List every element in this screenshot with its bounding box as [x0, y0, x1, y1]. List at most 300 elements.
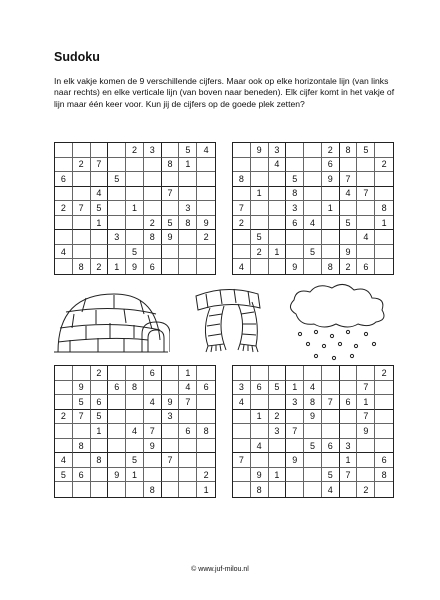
- sudoku-cell[interactable]: [233, 143, 251, 158]
- sudoku-cell: 9: [322, 172, 340, 187]
- sudoku-cell[interactable]: [233, 482, 251, 497]
- sudoku-cell[interactable]: [357, 245, 375, 260]
- sudoku-cell[interactable]: [357, 158, 375, 173]
- sudoku-cell[interactable]: [179, 482, 197, 497]
- sudoku-cell: 1: [203, 484, 209, 495]
- sudoku-cell[interactable]: [251, 216, 269, 231]
- sudoku-cell[interactable]: [269, 453, 287, 468]
- sudoku-cell: 1: [251, 410, 269, 425]
- sudoku-cell: 9: [340, 245, 358, 260]
- sudoku-cell[interactable]: [73, 453, 91, 468]
- sudoku-cell: 5: [73, 395, 91, 410]
- sudoku-cell: 1: [126, 468, 144, 483]
- sudoku-cell: 7: [73, 410, 91, 425]
- sudoku-cell[interactable]: [375, 143, 393, 158]
- sudoku-cell[interactable]: [286, 410, 304, 425]
- sudoku-cell[interactable]: [340, 381, 358, 396]
- sudoku-cell[interactable]: [340, 482, 358, 497]
- sudoku-cell[interactable]: [197, 453, 215, 468]
- sudoku-cell[interactable]: [233, 424, 251, 439]
- sudoku-cell[interactable]: [375, 424, 393, 439]
- sudoku-cell: 2: [197, 230, 215, 245]
- sudoku-cell: 4: [304, 216, 322, 231]
- sudoku-cell[interactable]: [91, 172, 109, 187]
- sudoku-cell[interactable]: [108, 187, 126, 202]
- sudoku-cell[interactable]: [233, 366, 251, 381]
- sudoku-cell: 1: [179, 366, 197, 381]
- sudoku-cell: 6: [108, 381, 126, 396]
- sudoku-cell[interactable]: [340, 424, 358, 439]
- sudoku-cell[interactable]: [126, 395, 144, 410]
- sudoku-cell: 8: [233, 172, 251, 187]
- sudoku-cell: 5: [340, 216, 358, 231]
- sudoku-cell: 7: [357, 381, 375, 396]
- page-title: Sudoku: [54, 50, 100, 64]
- sudoku-cell[interactable]: [91, 439, 109, 454]
- sudoku-cell[interactable]: [251, 424, 269, 439]
- sudoku-cell[interactable]: [322, 187, 340, 202]
- sudoku-cell: 8: [126, 381, 144, 396]
- sudoku-cell: 4: [322, 482, 340, 497]
- sudoku-cell[interactable]: [144, 172, 162, 187]
- sudoku-cell: 4: [304, 381, 322, 396]
- sudoku-cell[interactable]: [304, 143, 322, 158]
- sudoku-cell[interactable]: [375, 381, 393, 396]
- sudoku-cell[interactable]: [357, 439, 375, 454]
- sudoku-cell[interactable]: [269, 366, 287, 381]
- sudoku-cell: 3: [340, 439, 358, 454]
- sudoku-cell[interactable]: [162, 439, 180, 454]
- sudoku-cell[interactable]: [162, 482, 180, 497]
- sudoku-cell[interactable]: [322, 245, 340, 260]
- sudoku-cell: 7: [286, 424, 304, 439]
- sudoku-cell[interactable]: [126, 187, 144, 202]
- sudoku-cell[interactable]: [269, 172, 287, 187]
- sudoku-cell[interactable]: [197, 201, 215, 216]
- sudoku-cell: 9: [251, 468, 269, 483]
- sudoku-cell[interactable]: [126, 158, 144, 173]
- sudoku-cell: 3: [269, 143, 287, 158]
- sudoku-cell[interactable]: [91, 381, 109, 396]
- sudoku-grid-3: [54, 365, 216, 498]
- sudoku-cell[interactable]: [269, 482, 287, 497]
- sudoku-cell[interactable]: [162, 424, 180, 439]
- sudoku-cell[interactable]: [233, 468, 251, 483]
- sudoku-cell: 4: [233, 395, 251, 410]
- sudoku-cell: 9: [197, 216, 215, 231]
- sudoku-cell[interactable]: [286, 230, 304, 245]
- sudoku-cell[interactable]: [179, 410, 197, 425]
- sudoku-cell[interactable]: [357, 453, 375, 468]
- sudoku-cell: 6: [357, 259, 375, 274]
- sudoku-cell[interactable]: [91, 482, 109, 497]
- sudoku-cell[interactable]: [55, 158, 73, 173]
- sudoku-cell[interactable]: [233, 187, 251, 202]
- sudoku-cell: 6: [322, 158, 340, 173]
- sudoku-cell[interactable]: [179, 453, 197, 468]
- sudoku-cell[interactable]: [144, 201, 162, 216]
- sudoku-cell: 1: [179, 158, 197, 173]
- sudoku-cell[interactable]: [197, 439, 215, 454]
- sudoku-cell: 4: [55, 245, 73, 260]
- sudoku-cell[interactable]: [55, 143, 73, 158]
- sudoku-cell: 9: [304, 410, 322, 425]
- sudoku-cell[interactable]: [55, 482, 73, 497]
- sudoku-cell[interactable]: [144, 381, 162, 396]
- sudoku-cell[interactable]: [144, 468, 162, 483]
- sudoku-cell: 2: [126, 143, 144, 158]
- sudoku-cell[interactable]: [126, 230, 144, 245]
- sudoku-cell[interactable]: [108, 245, 126, 260]
- sudoku-cell: 1: [108, 259, 126, 274]
- sudoku-cell: 3: [286, 201, 304, 216]
- sudoku-cell: 1: [269, 468, 287, 483]
- sudoku-cell: 2: [251, 245, 269, 260]
- sudoku-cell: 1: [340, 453, 358, 468]
- sudoku-cell: 5: [251, 230, 269, 245]
- sudoku-cell: 2: [375, 366, 393, 381]
- sudoku-cell[interactable]: [233, 439, 251, 454]
- sudoku-cell: 8: [375, 468, 393, 483]
- sudoku-cell[interactable]: [357, 468, 375, 483]
- sudoku-cell: 5: [55, 468, 73, 483]
- sudoku-cell[interactable]: [375, 482, 393, 497]
- sudoku-cell[interactable]: [73, 187, 91, 202]
- sudoku-cell[interactable]: [162, 468, 180, 483]
- sudoku-cell[interactable]: [73, 482, 91, 497]
- sudoku-cell[interactable]: [73, 143, 91, 158]
- sudoku-cell[interactable]: [322, 453, 340, 468]
- sudoku-cell[interactable]: [322, 381, 340, 396]
- sudoku-cell: 3: [286, 395, 304, 410]
- sudoku-cell: 9: [126, 259, 144, 274]
- sudoku-cell: 1: [269, 245, 287, 260]
- sudoku-cell[interactable]: [108, 201, 126, 216]
- sudoku-cell: 2: [269, 410, 287, 425]
- sudoku-cell[interactable]: [108, 143, 126, 158]
- sudoku-cell: 9: [286, 453, 304, 468]
- sudoku-cell[interactable]: [197, 187, 215, 202]
- sudoku-cell: 5: [126, 245, 144, 260]
- igloo-illustration: [52, 288, 170, 358]
- sudoku-cell[interactable]: [179, 439, 197, 454]
- sudoku-cell[interactable]: [197, 366, 215, 381]
- sudoku-cell[interactable]: [179, 245, 197, 260]
- sudoku-cell[interactable]: [233, 410, 251, 425]
- sudoku-cell[interactable]: [126, 482, 144, 497]
- sudoku-cell[interactable]: [108, 158, 126, 173]
- sudoku-cell: 8: [322, 259, 340, 274]
- sudoku-cell: 8: [73, 439, 91, 454]
- sudoku-cell[interactable]: [73, 216, 91, 231]
- sudoku-cell: 8: [286, 187, 304, 202]
- sudoku-cell[interactable]: [179, 172, 197, 187]
- sudoku-cell: 8: [91, 453, 109, 468]
- sudoku-cell[interactable]: [197, 245, 215, 260]
- sudoku-cell[interactable]: [108, 395, 126, 410]
- sudoku-cell[interactable]: [251, 366, 269, 381]
- sudoku-cell[interactable]: [269, 259, 287, 274]
- sudoku-cell: 4: [126, 424, 144, 439]
- sudoku-cell[interactable]: [375, 245, 393, 260]
- sudoku-cell: 6: [73, 468, 91, 483]
- sudoku-cell[interactable]: [73, 245, 91, 260]
- sudoku-cell[interactable]: [73, 366, 91, 381]
- sudoku-cell: 2: [322, 143, 340, 158]
- sudoku-cell: 9: [108, 468, 126, 483]
- sudoku-cell[interactable]: [251, 172, 269, 187]
- sudoku-cell[interactable]: [73, 230, 91, 245]
- sudoku-cell[interactable]: [322, 230, 340, 245]
- sudoku-cell[interactable]: [91, 230, 109, 245]
- sudoku-cell[interactable]: [304, 259, 322, 274]
- sudoku-cell[interactable]: [304, 453, 322, 468]
- sudoku-cell: 6: [251, 381, 269, 396]
- sudoku-cell: 1: [357, 395, 375, 410]
- sudoku-cell[interactable]: [233, 245, 251, 260]
- sudoku-cell[interactable]: [340, 410, 358, 425]
- sudoku-cell[interactable]: [108, 482, 126, 497]
- sudoku-cell: 8: [179, 216, 197, 231]
- sudoku-cell: 5: [108, 172, 126, 187]
- sudoku-grid-2: [232, 142, 394, 275]
- sudoku-cell: 1: [91, 424, 109, 439]
- sudoku-cell: 6: [197, 381, 215, 396]
- sudoku-cell[interactable]: [179, 259, 197, 274]
- sudoku-cell[interactable]: [304, 187, 322, 202]
- sudoku-cell: 8: [162, 158, 180, 173]
- sudoku-cell: 4: [251, 439, 269, 454]
- sudoku-cell[interactable]: [197, 410, 215, 425]
- sudoku-cell: 3: [179, 201, 197, 216]
- sudoku-cell[interactable]: [375, 187, 393, 202]
- sudoku-cell[interactable]: [162, 201, 180, 216]
- sudoku-cell[interactable]: [197, 158, 215, 173]
- sudoku-cell[interactable]: [108, 424, 126, 439]
- sudoku-cell[interactable]: [144, 158, 162, 173]
- sudoku-cell: 5: [179, 143, 197, 158]
- sudoku-cell: 6: [375, 453, 393, 468]
- sudoku-cell[interactable]: [304, 468, 322, 483]
- sudoku-cell: 8: [251, 482, 269, 497]
- sudoku-cell[interactable]: [304, 158, 322, 173]
- sudoku-cell[interactable]: [340, 230, 358, 245]
- sudoku-cell: 7: [233, 201, 251, 216]
- sudoku-cell[interactable]: [269, 201, 287, 216]
- sudoku-cell[interactable]: [375, 172, 393, 187]
- sudoku-cell[interactable]: [286, 366, 304, 381]
- sudoku-cell: 5: [304, 245, 322, 260]
- sudoku-cell: 2: [91, 259, 109, 274]
- sudoku-cell: 5: [91, 410, 109, 425]
- sudoku-cell[interactable]: [304, 172, 322, 187]
- sudoku-cell: 7: [162, 187, 180, 202]
- sudoku-cell[interactable]: [91, 143, 109, 158]
- sudoku-cell[interactable]: [251, 453, 269, 468]
- footer-credit: © www.juf-milou.nl: [191, 566, 249, 573]
- sudoku-cell[interactable]: [144, 187, 162, 202]
- sudoku-cell[interactable]: [162, 259, 180, 274]
- sudoku-cell[interactable]: [144, 453, 162, 468]
- sudoku-cell: 2: [340, 259, 358, 274]
- sudoku-grid-1: [54, 142, 216, 275]
- sudoku-cell[interactable]: [179, 230, 197, 245]
- sudoku-cell: 2: [357, 482, 375, 497]
- sudoku-cell: 5: [126, 453, 144, 468]
- sudoku-cell[interactable]: [126, 172, 144, 187]
- sudoku-cell: 6: [144, 259, 162, 274]
- sudoku-cell[interactable]: [108, 453, 126, 468]
- sudoku-cell: 3: [162, 410, 180, 425]
- sudoku-cell[interactable]: [108, 410, 126, 425]
- sudoku-cell[interactable]: [322, 216, 340, 231]
- sudoku-cell[interactable]: [269, 230, 287, 245]
- sudoku-cell[interactable]: [126, 216, 144, 231]
- sudoku-cell[interactable]: [375, 395, 393, 410]
- sudoku-cell[interactable]: [357, 172, 375, 187]
- sudoku-cell[interactable]: [197, 172, 215, 187]
- sudoku-cell[interactable]: [233, 230, 251, 245]
- sudoku-cell: 5: [357, 143, 375, 158]
- sudoku-cell: 9: [357, 424, 375, 439]
- sudoku-cell[interactable]: [126, 439, 144, 454]
- sudoku-cell[interactable]: [340, 201, 358, 216]
- sudoku-cell[interactable]: [304, 201, 322, 216]
- sudoku-cell[interactable]: [233, 158, 251, 173]
- sudoku-cell: 7: [179, 395, 197, 410]
- sudoku-cell: 1: [126, 201, 144, 216]
- sudoku-cell: 4: [91, 187, 109, 202]
- sudoku-cell: 5: [304, 439, 322, 454]
- sudoku-cell[interactable]: [357, 216, 375, 231]
- sudoku-cell: 6: [340, 395, 358, 410]
- scarf-illustration: [186, 282, 270, 354]
- sudoku-cell[interactable]: [55, 366, 73, 381]
- sudoku-cell[interactable]: [269, 395, 287, 410]
- sudoku-cell[interactable]: [375, 439, 393, 454]
- sudoku-cell[interactable]: [108, 366, 126, 381]
- sudoku-cell[interactable]: [269, 439, 287, 454]
- sudoku-cell[interactable]: [375, 410, 393, 425]
- sudoku-cell[interactable]: [286, 439, 304, 454]
- sudoku-cell[interactable]: [55, 395, 73, 410]
- sudoku-cell[interactable]: [269, 216, 287, 231]
- sudoku-cell[interactable]: [55, 439, 73, 454]
- sudoku-cell[interactable]: [108, 216, 126, 231]
- sudoku-cell[interactable]: [269, 187, 287, 202]
- sudoku-cell: 7: [233, 453, 251, 468]
- sudoku-cell[interactable]: [91, 245, 109, 260]
- sudoku-cell[interactable]: [126, 366, 144, 381]
- sudoku-cell: 7: [322, 395, 340, 410]
- sudoku-cell[interactable]: [286, 143, 304, 158]
- sudoku-cell[interactable]: [55, 187, 73, 202]
- sudoku-cell: 2: [55, 201, 73, 216]
- sudoku-cell[interactable]: [55, 230, 73, 245]
- sudoku-cell[interactable]: [375, 259, 393, 274]
- sudoku-cell[interactable]: [357, 366, 375, 381]
- sudoku-cell[interactable]: [304, 424, 322, 439]
- sudoku-cell[interactable]: [55, 424, 73, 439]
- sudoku-cell[interactable]: [322, 366, 340, 381]
- sudoku-cell[interactable]: [162, 245, 180, 260]
- sudoku-cell[interactable]: [286, 245, 304, 260]
- sudoku-cell: 9: [144, 439, 162, 454]
- sudoku-cell: 5: [269, 381, 287, 396]
- sudoku-cell: 1: [91, 216, 109, 231]
- sudoku-cell: 7: [162, 453, 180, 468]
- sudoku-cell[interactable]: [55, 259, 73, 274]
- sudoku-cell[interactable]: [322, 424, 340, 439]
- sudoku-cell: 6: [179, 424, 197, 439]
- sudoku-cell: 8: [340, 143, 358, 158]
- sudoku-cell[interactable]: [55, 216, 73, 231]
- sudoku-cell: 2: [197, 468, 215, 483]
- sudoku-cell: 2: [375, 158, 393, 173]
- sudoku-cell[interactable]: [251, 259, 269, 274]
- sudoku-cell[interactable]: [162, 172, 180, 187]
- sudoku-cell: 2: [55, 410, 73, 425]
- sudoku-cell[interactable]: [179, 187, 197, 202]
- sudoku-cell[interactable]: [55, 381, 73, 396]
- sudoku-cell: 2: [91, 366, 109, 381]
- sudoku-cell: 1: [286, 381, 304, 396]
- sudoku-cell[interactable]: [357, 201, 375, 216]
- sudoku-cell: 7: [91, 158, 109, 173]
- sudoku-cell[interactable]: [304, 482, 322, 497]
- sudoku-cell[interactable]: [251, 158, 269, 173]
- sudoku-cell[interactable]: [197, 395, 215, 410]
- sudoku-cell[interactable]: [144, 245, 162, 260]
- sudoku-cell[interactable]: [375, 230, 393, 245]
- sudoku-cell: 8: [304, 395, 322, 410]
- sudoku-cell[interactable]: [322, 410, 340, 425]
- sudoku-cell: 6: [91, 395, 109, 410]
- sudoku-cell[interactable]: [304, 230, 322, 245]
- sudoku-cell: 9: [251, 143, 269, 158]
- sudoku-cell: 4: [357, 230, 375, 245]
- sudoku-cell[interactable]: [91, 468, 109, 483]
- sudoku-cell[interactable]: [286, 468, 304, 483]
- sudoku-cell: 1: [375, 216, 393, 231]
- sudoku-cell[interactable]: [340, 366, 358, 381]
- sudoku-cell[interactable]: [162, 366, 180, 381]
- sudoku-cell[interactable]: [197, 259, 215, 274]
- sudoku-cell[interactable]: [286, 482, 304, 497]
- sudoku-cell[interactable]: [73, 172, 91, 187]
- sudoku-cell[interactable]: [162, 381, 180, 396]
- sudoku-cell[interactable]: [251, 395, 269, 410]
- sudoku-cell[interactable]: [179, 468, 197, 483]
- sudoku-cell: 3: [269, 424, 287, 439]
- sudoku-cell[interactable]: [126, 410, 144, 425]
- sudoku-cell: 6: [144, 366, 162, 381]
- sudoku-cell[interactable]: [340, 158, 358, 173]
- sudoku-grid-4: [232, 365, 394, 498]
- sudoku-cell: 7: [357, 187, 375, 202]
- sudoku-cell: 8: [197, 424, 215, 439]
- sudoku-cell[interactable]: [108, 439, 126, 454]
- sudoku-cell: 6: [55, 172, 73, 187]
- sudoku-cell[interactable]: [251, 201, 269, 216]
- sudoku-cell[interactable]: [304, 366, 322, 381]
- sudoku-cell: 7: [340, 468, 358, 483]
- sudoku-cell[interactable]: [144, 410, 162, 425]
- sudoku-cell: 2: [73, 158, 91, 173]
- sudoku-cell[interactable]: [162, 143, 180, 158]
- sudoku-cell[interactable]: [73, 424, 91, 439]
- sudoku-cell[interactable]: [286, 158, 304, 173]
